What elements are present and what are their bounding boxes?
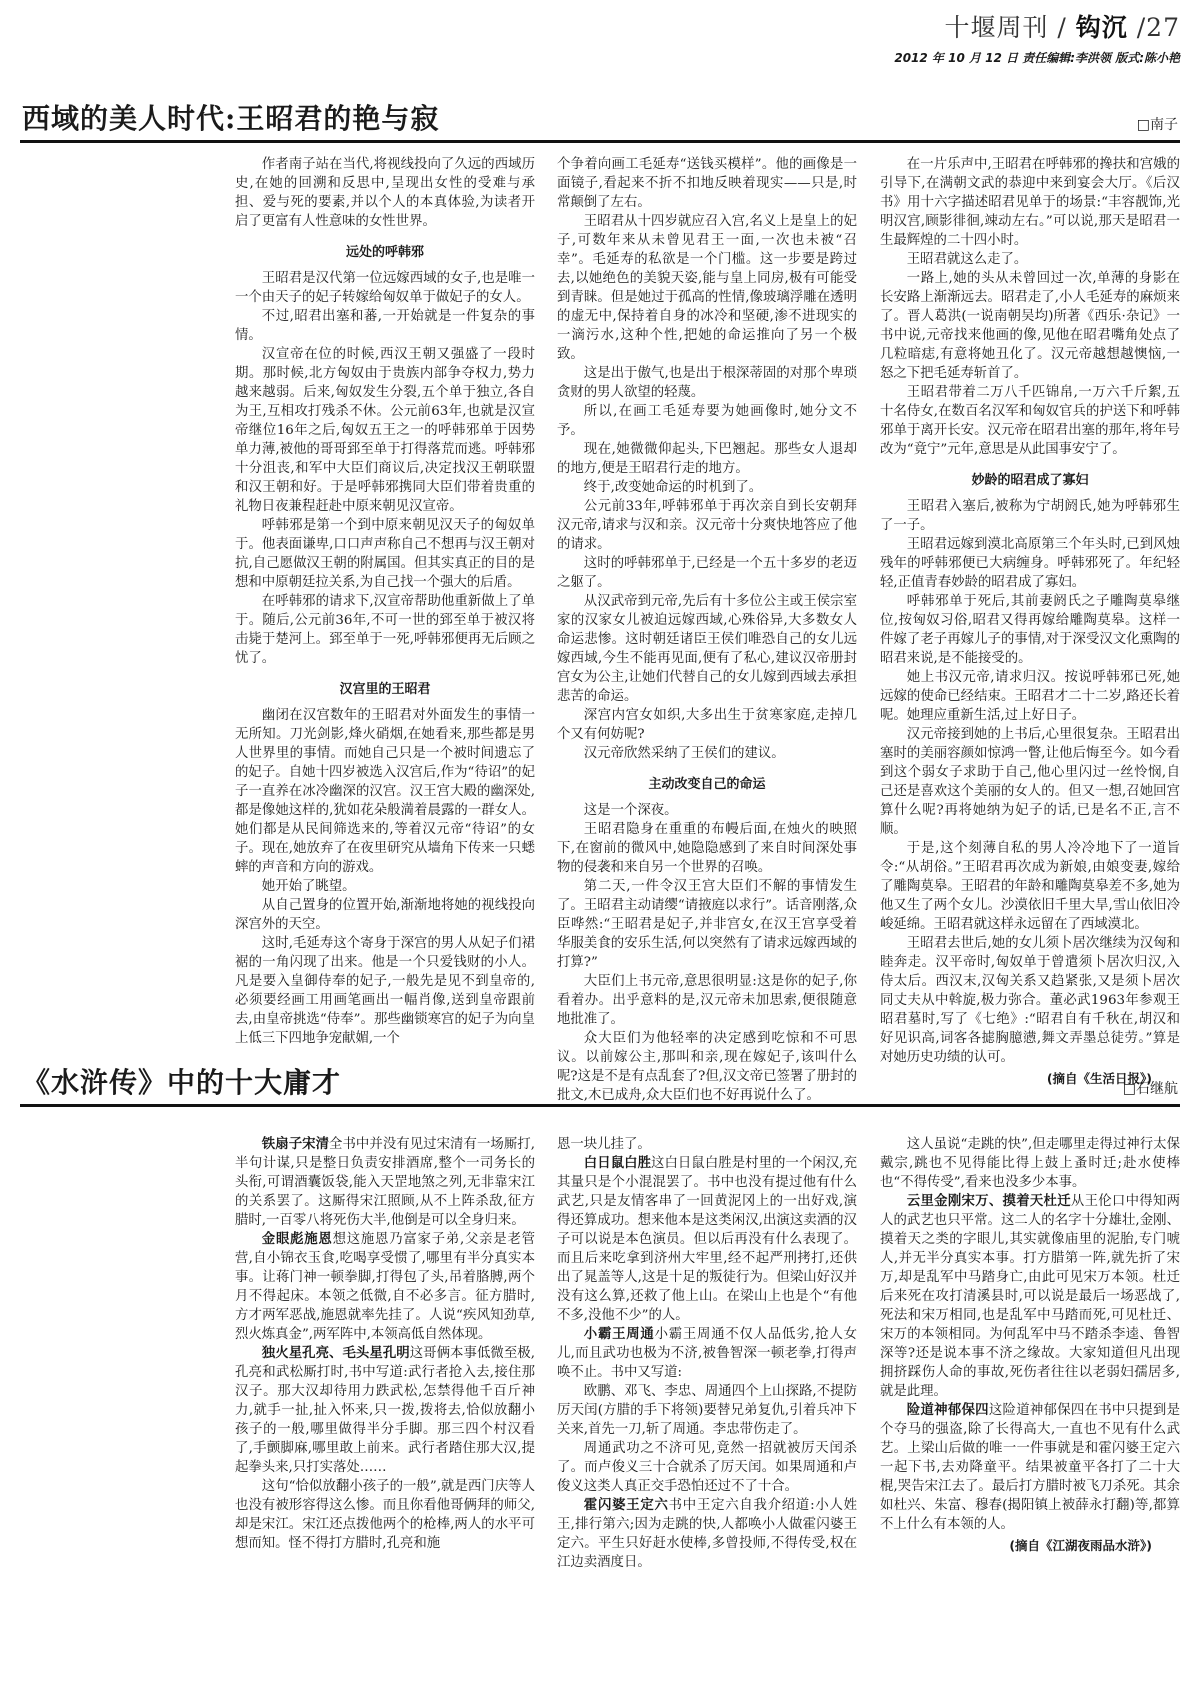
paragraph: 王昭君从十四岁就应召入宫,名义上是皇上的妃子,可数年来从未曾见君王一面,一次也未被“召幸”。毛延寿的私欲是一个门槛。这一步要是跨过去,以她绝色的美貌天姿,能与皇上同房,极有可能受到青睐。但是她过于孤高的性情,像玻璃浮雕在透明的虚无中,保持着自身的冰冷和坚硬,渗不进现实的一滴污水,这种个性,把她的命运推向了另一个极致。 (557, 214, 857, 362)
masthead-info: 2012 年 10 月 12 日 责任编辑:李洪领 版式:陈小艳 (894, 51, 1180, 65)
character-entry (880, 1401, 1180, 1534)
character-entry (235, 1344, 535, 1477)
paragraph: 第二天,一件令汉王宫大臣们不解的事情发生了。王昭君主动请缨“请掖庭以求行”。话音刚落,众臣哗然:“王昭君是妃子,并非宫女,在汉王宫享受着华服美食的安乐生活,何以突然有了请求远嫁西域的打算?” (557, 879, 857, 970)
article2-header (20, 1058, 1180, 1107)
character-entry (235, 1135, 535, 1230)
paragraph: 这人虽说“走跳的快”,但走哪里走得过神行太保戴宗,跳也不见得能比得上鼓上蚤时迁;赴水使棒也“不得传受”,看来也没多少本事。 (880, 1137, 1180, 1190)
character-entry (880, 1192, 1180, 1401)
paragraph: 从汉武帝到元帝,先后有十多位公主或王侯宗室家的汉家女儿被迫远嫁西域,心殊俗异,大多数女人命运悲惨。这时朝廷诸臣王侯们唯恐自己的女儿远嫁西域,今生不能再见面,便有了私心,建议汉帝册封宫女为公主,让她们代替自己的女儿嫁到西域去承担悲苦的命运。 (557, 594, 857, 704)
subheading: 远处的呼韩邪 (345, 245, 424, 260)
paragraph: 这句“恰似放翻小孩子的一般”,就是西门庆等人也没有被形容得这么惨。而且你看他哥俩拜的师父,却是宋江。宋江还点拨他两个的枪棒,两人的水平可想而知。怪不得打方腊时,孔亮和施 (235, 1479, 535, 1551)
character-text: 这险道神郁保四在书中只提到是个夺马的强盗,除了长得高大,一直也不见有什么武艺。上梁山后做的唯一一件事就是和霍闪婆王定六一起下书,去劝降童平。结果被童平各打了二十大棍,哭告宋江去了。最后打方腊时被飞刀杀死。其余如杜兴、朱富、穆春(揭阳镇上被薛永打翻)等,都算不上什么有本领的人。 (880, 1403, 1180, 1532)
paragraph: 众大臣们为他轻率的决定感到吃惊和不可思议。以前嫁公主,那叫和亲,现在嫁妃子,该叫什么呢?这是不是有点乱套了?但,汉文帝已签署了册封的批文,木已成舟,众大臣们也不好再说什么了。 (557, 1031, 857, 1103)
paragraph: 所以,在画工毛延寿要为她画像时,她分文不予。 (557, 404, 857, 438)
source-note: (摘自《生活日报》) (1046, 1071, 1152, 1086)
article1-col1 (235, 155, 535, 1048)
character-text: 这白日鼠白胜是村里的一个闲汉,充其量只是个小混混罢了。书中也没有提过他有什么武艺,只是友情客串了一回黄泥冈上的一出好戏,演得还算成功。想来他本是这类闲汉,出演这卖酒的汉子可以说是本色演员。但以后再没有什么表现了。而且后来吃拿到济州大牢里,经不起严刑拷打,还供出了晁盖等人,这是十足的叛徒行为。但梁山好汉并没有这么算,还救了他上山。在梁山上也是个“有他不多,没他不少”的人。 (557, 1156, 857, 1323)
article2-author: □石继航 (1122, 1081, 1178, 1097)
character-entry (557, 1154, 857, 1325)
character-name: 独火星孔亮、毛头星孔明 (261, 1346, 410, 1361)
paragraph: 一路上,她的头从未曾回过一次,单薄的身影在长安路上渐渐远去。昭君走了,小人毛延寿的麻烦来了。晋人葛洪(一说南朝吴均)所著《西乐·杂记》一书中说,元帝找来他画的像,见他在昭君嘴角处点了几粒暗痣,有意将她丑化了。汉元帝越想越懊恼,一怒之下把毛延寿斩首了。 (880, 271, 1180, 381)
paragraph: 终于,改变她命运的时机到了。 (583, 480, 763, 495)
character-name: 铁扇子宋清 (261, 1137, 330, 1152)
paragraph: 王昭君去世后,她的女儿须卜居次继续为汉匈和睦奔走。汉平帝时,匈奴单于曾遣须卜居次归汉,入侍太后。西汉末,汉匈关系又趋紧张,又是须卜居次同丈夫从中斡旋,极力弥合。董必武1963年参观王昭君墓时,写了《七绝》:“昭君自有千秋在,胡汉和好见识高,词客各摅胸臆懑,舞文弄墨总徒劳。”算是对她历史功绩的认可。 (880, 936, 1180, 1065)
paragraph: 呼韩邪是第一个到中原来朝见汉天子的匈奴单于。他表面谦卑,口口声声称自己不想再与汉王朝对抗,自己愿做汉王朝的附属国。但其实真正的目的是想和中原朝廷拉关系,为自己找一个强大的后盾。 (235, 518, 535, 590)
paragraph: 王昭君带着二万八千匹锦帛,一万六千斤絮,五十名侍女,在数百名汉军和匈奴官兵的护送下和呼韩邪单于离开长安。汉元帝在昭君出塞的那年,将年号改为“竟宁”元年,意思是从此国事安宁了。 (880, 385, 1180, 457)
masthead-title (894, 8, 1180, 44)
paragraph: 王昭君隐身在重重的布幔后面,在烛火的映照下,在窗前的微风中,她隐隐感到了来自时间深处事物的侵袭和来自另一个世界的召唤。 (557, 822, 857, 875)
paragraph: 这是一个深夜。 (583, 803, 678, 818)
character-text: 这哥俩本事低微至极,孔亮和武松厮打时,书中写道:武行者抢入去,接住那汉子。那大汉却待用力跌武松,怎禁得他千百斤神力,就手一扯,扯入怀来,只一拨,拨将去,恰似放翻小孩子的一般,哪里做得半分手脚。那三四个村汉看了,手颤脚麻,哪里敢上前来。武行者踏住那大汉,提起拳头来,只打实落处…… (235, 1346, 535, 1475)
paragraph: 幽闭在汉宫数年的王昭君对外面发生的事情一无所知。刀光剑影,烽火硝烟,在她看来,那些都是男人世界里的事情。而她自己只是一个被时间遗忘了的妃子。自她十四岁被选入汉宫后,作为“待诏”的妃子一直养在冰冷幽深的汉宫。汉王宫大殿的幽深处,都是像她这样的,犹如花朵般満着晨露的一群女人。她们都是从民间筛选来的,等着汉元帝“待诏”的女子。现在,她放弃了在夜里研究从墙角下传来一只蟋蟀的声音和方向的游戏。 (235, 708, 535, 875)
character-name: 霍闪婆王定六 (583, 1498, 669, 1513)
subheading: 汉宫里的王昭君 (339, 682, 431, 697)
article1-title: 西域的美人时代:王昭君的艳与寂 (22, 102, 440, 135)
paragraph: 这是出于傲气,也是出于根深蒂固的对那个卑琐贪财的男人欲望的轻蔑。 (557, 366, 857, 400)
paragraph: 这时的呼韩邪单于,已经是一个五十多岁的老迈之躯了。 (557, 556, 857, 590)
article1-col2 (557, 155, 857, 1105)
character-entry (557, 1325, 857, 1382)
paragraph: 周通武功之不济可见,竟然一招就被厉天闰杀了。而卢俊义三十合就杀了厉天闰。如果周通和卢俊义这类人真正交手恐怕还过不了十合。 (557, 1441, 857, 1494)
paragraph: 呼韩邪单于死后,其前妻阏氏之子雕陶莫皋继位,按匈奴习俗,昭君又得再嫁给雕陶莫皋。这样一件嫁了老子再嫁儿子的事情,对于深受汉文化熏陶的昭君来说,是不能接受的。 (880, 594, 1180, 666)
paragraph: 不过,昭君出塞和蕃,一开始就是一件复杂的事情。 (235, 309, 535, 343)
subheading: 妙龄的昭君成了寡妇 (971, 473, 1089, 488)
paragraph: 汉元帝欣然采纳了王侯们的建议。 (583, 746, 785, 761)
masthead-page: /27 (1127, 13, 1180, 42)
paragraph: 在一片乐声中,王昭君在呼韩邪的搀扶和宫娥的引导下,在满朝文武的恭迎中来到宴会大厅。《后汉书》用十六字描述昭君见单于的场景:“丰容靓饰,光明汉宫,顾影徘徊,竦动左右。”可以说,那天是昭君一生最辉煌的二十四小时。 (880, 157, 1180, 248)
masthead-prefix: 十堰周刊 / (944, 13, 1076, 42)
paragraph: 王昭君入塞后,被称为宁胡阏氏,她为呼韩邪生了一子。 (880, 499, 1180, 533)
paragraph: 她开始了眺望。 (261, 879, 356, 894)
paragraph: 她上书汉元帝,请求归汉。按说呼韩邪已死,她远嫁的使命已经结束。王昭君才二十二岁,路还长着呢。她理应重新生活,过上好日子。 (880, 670, 1180, 723)
character-text: 全书中并没有见过宋清有一场厮打,半句计谋,只是整日负责安排酒席,整个一司务长的头衔,可谓酒囊饭袋,能入天罡地煞之列,无非靠宋江的关系罢了。这厮得宋江照顾,从不上阵杀敌,征方腊时,一百零八将死伤大半,他倒是可以全身归来。 (235, 1137, 535, 1228)
character-name: 金眼彪施恩 (261, 1232, 333, 1247)
paragraph: 王昭君远嫁到漠北高原第三个年头时,已到风烛残年的呼韩邪便已大病缠身。呼韩邪死了。年纪轻轻,正值青春妙龄的昭君成了寡妇。 (880, 537, 1180, 590)
paragraph: 现在,她微微仰起头,下巴翘起。那些女人退却的地方,便是王昭君行走的地方。 (557, 442, 857, 476)
paragraph: 王昭君就这么走了。 (906, 252, 1028, 267)
character-text: 书中王定六自我介绍道:小人姓王,排行第六;因为走跳的快,人都唤小人做霍闪婆王定六。平生只好赶水使棒,多曾投师,不得传受,权在江边卖酒度日。 (557, 1498, 858, 1570)
character-name: 险道神郁保四 (906, 1403, 989, 1418)
paragraph: 作者南子站在当代,将视线投向了久远的西域历史,在她的回溯和反思中,呈现出女性的受难与承担、爱与死的要素,并以个人的本真体验,为读者开启了更富有人性意味的女性世界。 (235, 157, 535, 229)
paragraph: 于是,这个刻薄自私的男人冷冷地下了一道旨令:“从胡俗。”王昭君再次成为新娘,由娘变妻,嫁给了雕陶莫皋。王昭君的年龄和雕陶莫皋差不多,她为他又生了两个女儿。沙漠依旧千里大旱,雪山依旧冷峻延绵。王昭君就这样永远留在了西域漠北。 (880, 841, 1180, 932)
masthead-section: 钩沉 (1075, 13, 1128, 42)
subheading: 主动改变自己的命运 (648, 777, 766, 792)
article2-col1 (235, 1135, 535, 1553)
paragraph: 欧鹏、邓飞、李忠、周通四个上山探路,不提防厉天闰(方腊的手下将领)要替兄弟复仇,引着兵冲下关来,首先一刀,斩了周通。李忠带伤走了。 (557, 1384, 857, 1437)
character-text: 想这施恩乃富家子弟,父亲是老管营,自小锦衣玉食,吃喝享受惯了,哪里有半分真实本事。让蒋门神一顿拳脚,打得包了头,吊着胳膊,两个月不得起床。本领之低微,自不必多言。征方腊时,方才两军恶战,施恩就率先挂了。人说“疾风知劲草,烈火炼真金”,两军阵中,本领高低自然体现。 (235, 1232, 535, 1342)
character-text: 从王伦口中得知两人的武艺也只平常。这二人的名字十分雄壮,金刚、摸着天之类的字眼儿,其实就像庙里的泥胎,专门唬人,并无半分真实本事。打方腊第一阵,就先折了宋万,却是乱军中马踏身亡,由此可见宋万本领。杜迁后来死在攻打清溪县时,可以说是最后一场恶战了,死法和宋万相同,也是乱军中马踏而死,可见杜迁、宋万的本领相同。为何乱军中马不踏杀李逵、鲁智深等?还是说本事不济之缘故。大家知道但凡出现拥挤踩伤人命的事故,死伤者往往以老弱妇孺居多,就是此理。 (880, 1194, 1181, 1399)
character-entry (557, 1496, 857, 1572)
article2-col2 (557, 1135, 857, 1572)
paragraph: 汉宣帝在位的时候,西汉王朝又强盛了一段时期。那时候,北方匈奴由于贵族内部争夺权力,势力越来越弱。后来,匈奴发生分裂,五个单于独立,各自为王,互相攻打残杀不休。公元前63年,也就是汉宣帝继位16年之后,匈奴五王之一的呼韩邪单于因势单力薄,被他的哥哥郅至单于打得落荒而逃。呼韩邪十分沮丧,和军中大臣们商议后,决定找汉王朝联盟和汉王朝和好。于是呼韩邪携同大臣们带着贵重的礼物日夜兼程赶赴中原来朝见汉宣帝。 (235, 347, 535, 514)
paragraph: 在呼韩邪的请求下,汉宣帝帮助他重新做上了单于。随后,公元前36年,不可一世的郅至单于被汉将击毙于楚河上。郅至单于一死,呼韩邪便再无后顾之忧了。 (235, 594, 535, 666)
article2-col3 (880, 1135, 1180, 1555)
character-name: 云里金刚宋万、摸着天杜迁 (906, 1194, 1071, 1209)
paragraph: 从自己置身的位置开始,渐渐地将她的视线投向深宫外的天空。 (235, 898, 535, 932)
character-name: 小霸王周通 (583, 1327, 655, 1342)
article2-title: 《水浒传》中的十大庸才 (22, 1066, 342, 1099)
paragraph-continued: 个争着向画工毛延寿“送钱买模样”。他的画像是一面镜子,看起来不折不扣地反映着现实——只是,时常颠倒了左右。 (557, 157, 857, 210)
paragraph: 王昭君是汉代第一位远嫁西域的女子,也是唯一一个由天子的妃子转嫁给匈奴单于做妃子的女人。 (235, 271, 535, 305)
paragraph: 汉元帝接到她的上书后,心里很复杂。王昭君出塞时的美丽容颜如惊鸿一瞥,让他后悔至今。如今看到这个弱女子求助于自己,他心里闪过一丝怜悯,自己还是喜欢这个美丽的女人的。但又一想,召她回宫算什么呢?再将她纳为妃子的话,已是名不正,言不顺。 (880, 727, 1180, 837)
paragraph: 公元前33年,呼韩邪单于再次亲自到长安朝拜汉元帝,请求与汉和亲。汉元帝十分爽快地答应了他的请求。 (557, 499, 857, 552)
character-name: 白日鼠白胜 (583, 1156, 652, 1171)
article1-author: □南子 (1136, 117, 1178, 133)
character-entry (235, 1230, 535, 1344)
character-text: 小霸王周通不仅人品低劣,抢人女儿,而且武功也极为不济,被鲁智深一顿老拳,打得声唤不止。书中又写道: (557, 1327, 857, 1380)
article1-col3 (880, 155, 1180, 1088)
paragraph-continued: 恩一块儿挂了。 (557, 1137, 651, 1152)
paragraph: 深宫内宫女如织,大多出生于贫寒家庭,走掉几个又有何妨呢? (557, 708, 857, 742)
source-note: (摘自《江湖夜雨品水浒》) (1009, 1538, 1152, 1553)
paragraph: 大臣们上书元帝,意思很明显:这是你的妃子,你看着办。出乎意料的是,汉元帝未加思索,便很随意地批准了。 (557, 974, 857, 1027)
article1-header (20, 94, 1180, 143)
masthead (894, 8, 1180, 66)
paragraph: 这时,毛延寿这个寄身于深宫的男人从妃子们裙裾的一角闪现了出来。他是一个只爱钱财的小人。凡是要入皇御侍奉的妃子,一般先是见不到皇帝的,必须要经画工用画笔画出一幅肖像,送到皇帝跟前去,由皇帝挑选“侍奉”。那些幽锁寒宫的妃子为向皇上低三下四地争宠献媚,一个 (235, 936, 535, 1046)
